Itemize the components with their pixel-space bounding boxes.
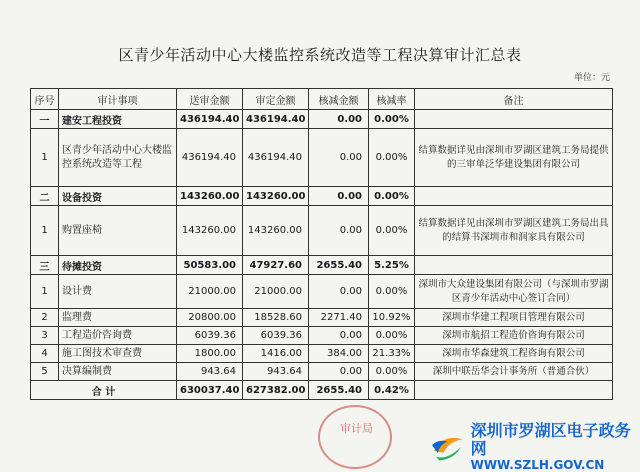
header-item: 审计事项 [59,89,177,110]
row-note: 深圳市航招工程造价咨询有限公司 [415,327,613,345]
row-reduction: 0.00 [309,110,369,129]
row-no: 2 [31,309,59,327]
row-rate: 0.00% [369,187,415,206]
row-reduction: 0.00 [309,187,369,206]
table-row [31,345,613,363]
row-reduction: 0.00 [309,129,369,187]
header-submitted: 送审金额 [177,89,243,110]
row-note [415,256,613,275]
row-submitted: 943.64 [177,363,243,381]
logo-swirl-icon [430,431,467,463]
row-note: 深圳市华森建筑工程咨询有限公司 [415,345,613,363]
row-approved: 21000.00 [243,275,309,309]
total-label: 合 计 [31,381,177,400]
header-no: 序号 [31,89,59,110]
row-note: 结算数据详见由深圳市罗湖区建筑工务局出具的结算书深圳市和润家具有限公司 [415,206,613,256]
row-reduction: 0.00 [309,327,369,345]
row-no: 5 [31,363,59,381]
row-approved: 1416.00 [243,345,309,363]
table-row [31,206,613,256]
row-approved: 6039.36 [243,327,309,345]
total-submitted: 630037.40 [177,381,243,400]
official-stamp [318,405,392,469]
row-approved: 943.64 [243,363,309,381]
logo-url: WWW.SZLH.GOV.CN [470,458,605,472]
row-rate: 21.33% [369,345,415,363]
section-row [31,110,613,129]
row-note [415,187,613,206]
row-no: 一 [31,110,59,129]
document-title: 区青少年活动中心大楼监控系统改造等工程决算审计汇总表 [118,46,522,64]
row-approved: 18528.60 [243,309,309,327]
row-no: 二 [31,187,59,206]
row-submitted: 50583.00 [177,256,243,275]
table-row [31,327,613,345]
total-rate: 0.42% [369,381,415,400]
row-reduction: 2655.40 [309,256,369,275]
row-item: 购置座椅 [59,206,177,256]
header-reduction: 核减金额 [309,89,369,110]
row-submitted: 143260.00 [177,187,243,206]
row-item: 待摊投资 [59,256,177,275]
row-submitted: 21000.00 [177,275,243,309]
row-submitted: 143260.00 [177,206,243,256]
row-rate: 0.00% [369,363,415,381]
row-item: 工程造价咨询费 [59,327,177,345]
row-item: 设计费 [59,275,177,309]
row-rate: 0.00% [369,206,415,256]
row-item: 监理费 [59,309,177,327]
row-submitted: 6039.36 [177,327,243,345]
total-reduction: 2655.40 [309,381,369,400]
header-note: 备注 [415,89,613,110]
header-rate: 核减率 [369,89,415,110]
row-item: 决算编制费 [59,363,177,381]
row-submitted: 20800.00 [177,309,243,327]
row-note: 深圳中联岳华会计事务所（普通合伙） [415,363,613,381]
table-header-row [31,89,613,110]
site-logo[interactable] [430,422,640,472]
row-no: 1 [31,206,59,256]
row-item: 建安工程投资 [59,110,177,129]
row-no: 1 [31,275,59,309]
row-item: 施工图技术审查费 [59,345,177,363]
row-approved: 436194.40 [243,110,309,129]
table-row [31,309,613,327]
row-reduction: 384.00 [309,345,369,363]
row-item: 区青少年活动中心大楼监控系统改造等工程 [59,129,177,187]
table-row [31,129,613,187]
row-reduction: 0.00 [309,363,369,381]
row-note [415,110,613,129]
section-row [31,256,613,275]
row-no: 4 [31,345,59,363]
audit-summary-table [30,88,613,400]
unit-label: 单位：元 [573,73,610,83]
table-row [31,363,613,381]
row-approved: 436194.40 [243,129,309,187]
row-rate: 0.00% [369,129,415,187]
row-note: 深圳市华建工程项目管理有限公司 [415,309,613,327]
row-rate: 0.00% [369,110,415,129]
header-approved: 审定金额 [243,89,309,110]
row-reduction: 0.00 [309,206,369,256]
row-rate: 10.92% [369,309,415,327]
row-rate: 5.25% [369,256,415,275]
row-no: 3 [31,327,59,345]
row-approved: 143260.00 [243,206,309,256]
row-no: 三 [31,256,59,275]
row-reduction: 2271.40 [309,309,369,327]
table-row [31,275,613,309]
total-note [415,381,613,400]
logo-title: 深圳市罗湖区电子政务网 [470,421,631,458]
row-submitted: 1800.00 [177,345,243,363]
row-rate: 0.00% [369,327,415,345]
row-approved: 47927.60 [243,256,309,275]
total-row [31,381,613,400]
section-row [31,187,613,206]
row-rate: 0.00% [369,275,415,309]
total-approved: 627382.00 [243,381,309,400]
row-item: 设备投资 [59,187,177,206]
row-submitted: 436194.40 [177,110,243,129]
row-note: 结算数据详见由深圳市罗湖区建筑工务局提供的三审单泛华建设集团有限公司 [415,129,613,187]
row-note: 深圳市大众建设集团有限公司（与深圳市罗湖区青少年活动中心签订合同） [415,275,613,309]
row-no: 1 [31,129,59,187]
row-approved: 143260.00 [243,187,309,206]
stamp-text: 审计局 [340,422,373,435]
row-submitted: 436194.40 [177,129,243,187]
row-reduction: 0.00 [309,275,369,309]
